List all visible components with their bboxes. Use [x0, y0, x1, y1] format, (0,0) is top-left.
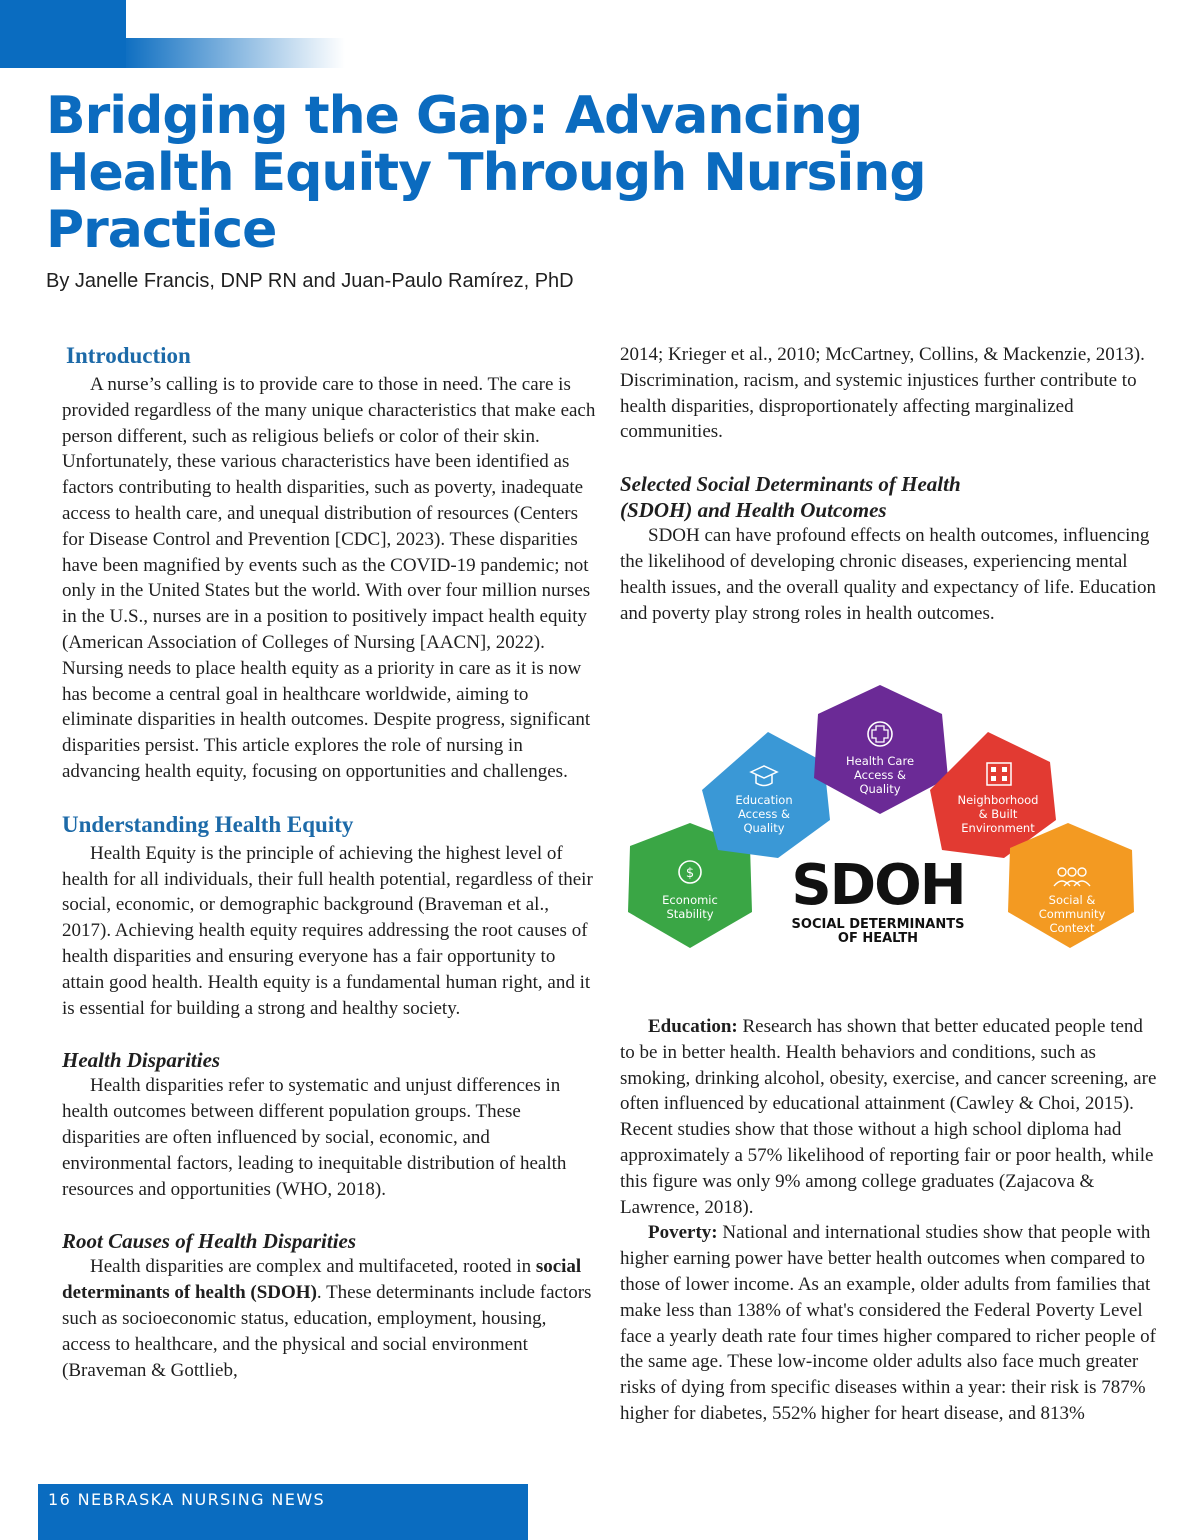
right-column: [620, 342, 1160, 626]
root-causes-text-start: Health disparities are complex and multifaceted, rooted in: [90, 1256, 536, 1278]
paragraph-health-disparities: Health disparities refer to systematic and unjust differences in health outcomes between different population groups. These disparities are often influenced by social, economic, and environmental factors, leading to inequitable distribution of health resources and opportunities (WHO, 2018).: [62, 1075, 567, 1200]
sdoh-subtitle-2: OF HEALTH: [837, 931, 919, 946]
sdoh-health-care: [814, 685, 948, 814]
sdoh-label-neighborhood-3: Environment: [961, 821, 1035, 835]
sdoh-label-healthcare-2: Access &: [854, 768, 906, 782]
sdoh-education: [702, 732, 830, 858]
education-text: Research has shown that better educated people tend to be in better health. Health behaviors and conditions, such as smoking, drinking alcohol, obesity, exercise, and cancer screening, are often influenced by educational attainment (Cawley & Choi, 2015). Recent studies show that those without a high school diploma had approximately a 57% likelihood of reporting fair or poor health, while this figure was only 9% among college graduates (Zajacova & Lawrence, 2018).: [620, 1016, 1157, 1218]
paragraph-education: [620, 1014, 1160, 1220]
sdoh-label-healthcare-1: Health Care: [845, 754, 915, 768]
right-column-lower: [620, 1014, 1160, 1427]
sdoh-label-education-1: Education: [735, 793, 793, 807]
paragraph-continued: 2014; Krieger et al., 2010; McCartney, Collins, & Mackenzie, 2013). Discrimination, racism, and systemic injustices further contribute to health disparities, disproportionately affecting marginalized communities.: [620, 344, 1145, 443]
paragraph-poverty: [620, 1220, 1160, 1426]
poverty-text: National and international studies show that people with higher earning power have better health outcomes when compared to those of lower income. As an example, older adults from families that make less than 138% of what's considered the Federal Poverty Level face a yearly death rate four times higher compared to richer people of the same age. These low-income older adults also face much greater risks of dying from specific diseases within a year: their risk is 787% higher for diabetes, 552% higher for heart disease, and 813%: [620, 1222, 1156, 1424]
heading-selected-sdoh: Selected Social Determinants of Health (SDOH) and Health Outcomes: [620, 472, 961, 523]
poverty-label: Poverty:: [648, 1222, 718, 1244]
sdoh-social-community: [1008, 823, 1134, 948]
root-causes-bold-term: social determinants of health (SDOH): [62, 1256, 582, 1304]
heading-introduction: Introduction: [66, 343, 191, 368]
sdoh-label-social-3: Context: [1049, 921, 1095, 935]
article-byline: By Janelle Francis, DNP RN and Juan-Paulo Ramírez, PhD: [46, 270, 574, 292]
left-column: [62, 342, 596, 1383]
root-causes-text-end: . These determinants include factors such as socioeconomic status, education, employment, housing, access to healthcare, and the physical and social environment (Braveman & Gottlieb,: [62, 1282, 592, 1381]
svg-text:$: $: [685, 866, 695, 881]
sdoh-subtitle-1: SOCIAL DETERMINANTS: [791, 917, 965, 932]
paragraph-root-causes: [62, 1254, 596, 1383]
sdoh-label-education-3: Quality: [743, 821, 785, 835]
education-label: Education:: [648, 1016, 738, 1037]
sdoh-label-neighborhood-2: & Built: [978, 807, 1018, 821]
sdoh-label-economic-2: Stability: [666, 907, 714, 921]
footer-page-label: 16 NEBRASKA NURSING NEWS: [48, 1490, 326, 1509]
paragraph-health-equity: Health Equity is the principle of achieving the highest level of health for all individuals, their full health potential, regardless of their social, economic, or demographic background (Braveman et al., 2017). Achieving health equity requires addressing the root causes of health disparities and ensuring everyone has a fair opportunity to attain good health. Health equity is a fundamental human right, and it is essential for building a strong and healthy society.: [62, 842, 593, 1019]
heading-health-disparities: Health Disparities: [62, 1048, 221, 1073]
sdoh-title: SDOH: [791, 853, 965, 918]
sdoh-label-neighborhood-1: Neighborhood: [957, 793, 1039, 807]
heading-understanding-health-equity: Understanding Health Equity: [62, 811, 354, 837]
paragraph-sdoh: SDOH can have profound effects on health outcomes, influencing the likelihood of developing chronic diseases, experiencing mental health issues, and the overall quality and expectancy of life. Education and poverty play strong roles in health outcomes.: [620, 525, 1157, 624]
sdoh-label-education-2: Access &: [738, 807, 790, 821]
sdoh-graphic: [620, 680, 1145, 960]
corner-accent-gradient: [0, 38, 345, 68]
paragraph-introduction: A nurse’s calling is to provide care to those in need. The care is provided regardless of the many unique characteristics that make each person different, such as religious beliefs or color of their skin. Unfortunately, these various characteristics have been identified as factors contributing to health disparities, such as poverty, inadequate access to health care, and unequal distribution of resources (Centers for Disease Control and Prevention [CDC], 2023). These disparities have been magnified by events such as the COVID-19 pandemic; not only in the United States but the world. With over four million nurses in the U.S., nurses are in a position to positively impact health equity (American Association of Colleges of Nursing [AACN], 2022). Nursing needs to place health equity as a priority in care as it is now has become a central goal in healthcare worldwide, aiming to eliminate disparities in health outcomes. Despite progress, significant disparities persist. This article explores the role of nursing in advancing health equity, focusing on opportunities and challenges.: [62, 374, 596, 782]
sdoh-label-social-2: Community: [1038, 907, 1106, 921]
article-title: Bridging the Gap: Advancing Health Equity Through Nursing Practice: [46, 86, 926, 260]
sdoh-label-economic-1: Economic: [662, 893, 718, 907]
heading-root-causes: Root Causes of Health Disparities: [62, 1229, 357, 1254]
sdoh-label-social-1: Social &: [1048, 893, 1096, 907]
page-footer: [38, 1484, 528, 1540]
sdoh-label-healthcare-3: Quality: [859, 782, 901, 796]
